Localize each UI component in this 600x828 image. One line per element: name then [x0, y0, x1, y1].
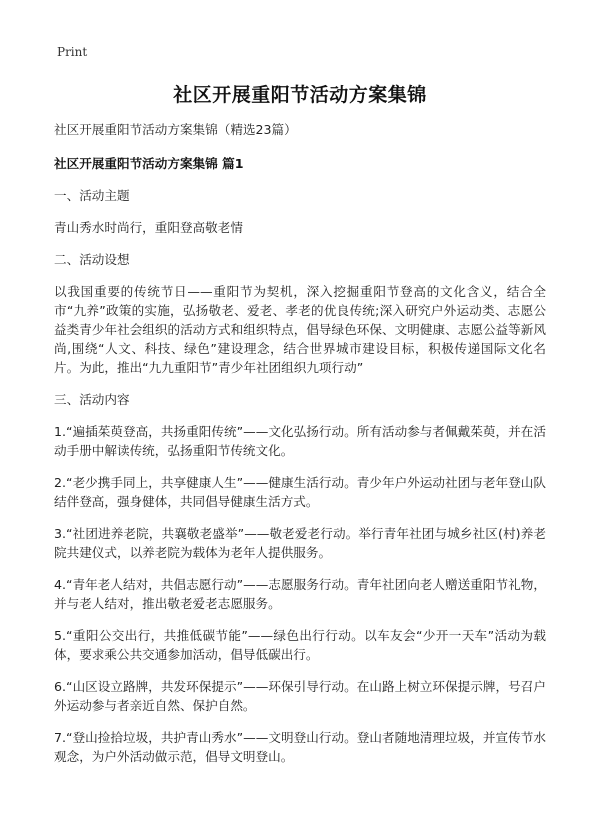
content-item-6: 6.“山区设立路牌，共发环保提示”——环保引导行动。在山路上树立环保提示牌，号召户外运动参与者亲近自然、保护自然。 [54, 679, 546, 713]
content-item-2: 2.“老少携手同上，共享健康人生”——健康生活行动。青少年户外运动社团与老年登山队结伴登高，强身健体，共同倡导健康生活方式。 [54, 475, 546, 509]
concept-paragraph: 以我国重要的传统节日——重阳节为契机，深入挖掘重阳节登高的文化含义，结合全市“九养”政策的实施，弘扬敬老、爱老、孝老的优良传统;深入研究户外运动类、志愿公益类青少年社会组织的活动方式和组织特点，倡导绿色环保、文明健康、志愿公益等新风尚,围绕“人文、科技、绿色”建设理念，结合世界城市建设目标，积极传递国际文化名片。为此，推出“九九重阳节”青少年社团组织九项行动” [54, 284, 546, 375]
article-heading: 社区开展重阳节活动方案集锦 篇1 [54, 156, 244, 171]
content-item-7: 7.“登山捡拾垃圾，共护青山秀水”——文明登山行动。登山者随地清理垃圾，并宣传节水观念，为户外活动做示范，倡导文明登山。 [54, 730, 546, 764]
print-label: Print [57, 45, 88, 59]
content-item-5: 5.“重阳公交出行，共推低碳节能”——绿色出行行动。以车友会“少开一天车”活动为载体，要求乘公共交通参加活动，倡导低碳出行。 [54, 628, 546, 662]
section-heading-content: 三、活动内容 [54, 392, 130, 407]
section-heading-concept: 二、活动设想 [54, 252, 130, 267]
content-item-4: 4.“青年老人结对，共倡志愿行动”——志愿服务行动。青年社团向老人赠送重阳节礼物，并与老人结对，推出敬老爱老志愿服务。 [54, 577, 546, 611]
document-subtitle: 社区开展重阳节活动方案集锦（精选23篇） [54, 122, 297, 137]
document-body [54, 120, 546, 766]
document-title: 社区开展重阳节活动方案集锦 [173, 84, 427, 106]
section-heading-theme: 一、活动主题 [54, 188, 130, 203]
theme-text: 青山秀水时尚行，重阳登高敬老情 [54, 220, 243, 235]
content-item-3: 3.“社团进养老院，共襄敬老盛举”——敬老爱老行动。举行青年社团与城乡社区(村)养老院共建仪式，以养老院为载体为老年人提供服务。 [54, 526, 546, 560]
content-item-1: 1.“遍插茱萸登高，共扬重阳传统”——文化弘扬行动。所有活动参与者佩戴茱萸，并在活动手册中解读传统，弘扬重阳节传统文化。 [54, 424, 546, 458]
